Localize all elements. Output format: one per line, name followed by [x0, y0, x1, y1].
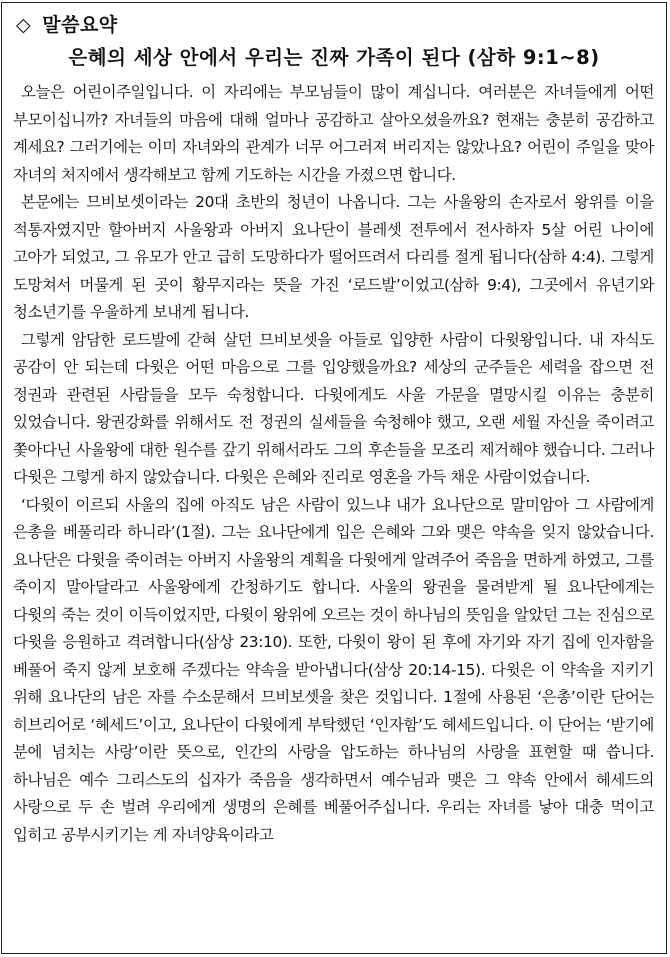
- sermon-summary-box: [1, 2, 667, 954]
- paragraph-4: ‘다윗이 이르되 사울의 집에 아직도 남은 사람이 있느냐 내가 요나단으로 말미암아 그 사람에게 은총을 베풀리라 하니라’(1절). 그는 요나단에게 입은 은혜와 그와 맺은 약속을 잊지 않았습니다. 요나단은 다윗을 죽이려는 아버지 사울왕의 계획을 다윗에게 알려주어 죽음을 면하게 하였고, 그를 죽이지 말아달라고 사울왕에게 간청하기도 합니다. 사울의 왕권을 물려받게 될 요나단에게는 다윗의 죽는 것이 이득이었지만, 다윗이 왕위에 오르는 것이 하나님의 뜻임을 알았던 그는 진심으로 다윗을 응원하고 격려합니다(삼상 23:10). 또한, 다윗이 왕이 된 후에 자기와 자기 집에 인자함을 베풀어 죽지 않게 보호해 주겠다는 약속을 받아냅니다(삼상 20:14-15). 다윗은 이 약속을 지키기 위해 요나단의 남은 자를 수소문해서 므비보셋을 찾은 것입니다. 1절에 사용된 ‘은총’이란 단어는 히브리어로 ‘헤세드’이고, 요나단이 다윗에게 부탁했던 ‘인자함’도 헤세드입니다. 이 단어는 ‘받기에 분에 넘치는 사랑’이란 뜻으로, 인간의 사랑을 압도하는 하나님의 사랑을 표현할 때 씁니다. 하나님은 예수 그리스도의 십자가 죽음을 생각하면서 예수님과 맺은 그 약속 안에서 헤세드의 사랑으로 두 손 벌려 우리에게 생명의 은혜를 베풀어주십니다. 우리는 자녀를 낳아 대충 먹이고 입히고 공부시키기는 게 자녀양육이라고: [13, 495, 654, 844]
- paragraph-1: 오늘은 어린이주일입니다. 이 자리에는 부모님들이 많이 계십니다. 여러분은 자녀들에게 어떤 부모이십니까? 자녀들의 마음에 대해 얼마나 공감하고 살아오셨을까요? 현재는 충분히 공감하고 계세요? 그러기에는 이미 자녀와의 관계가 너무 어그러져 버리지는 않았나요? 어린이 주일을 맞아 자녀의 처지에서 생각해보고 함께 기도하는 시간을 가졌으면 합니다.: [13, 83, 654, 184]
- sermon-body: [13, 79, 654, 849]
- diamond-icon: ◇: [16, 14, 32, 36]
- sermon-title: 은혜의 세상 안에서 우리는 진짜 가족이 된다 (삼하 9:1~8): [68, 46, 600, 69]
- paragraph-3: 그렇게 암담한 로드발에 갇혀 살던 므비보셋을 아들로 입양한 사람이 다윗왕입니다. 내 자식도 공감이 안 되는데 다윗은 어떤 마음으로 그를 입양했을까요? 세상의 군주들은 세력을 잡으면 전 정권과 관련된 사람들을 모두 숙청합니다. 다윗에게도 사울 가문을 멸망시킬 이유는 충분히 있었습니다. 왕권강화를 위해서도 전 정권의 실세들을 숙청해야 했고, 오랜 세월 자신을 죽이려고 쫓아다닌 사울왕에 대한 원수를 갚기 위해서라도 그의 후손들을 모조리 제거해야 했습니다. 그러나 다윗은 그렇게 하지 않았습니다. 다윗은 은혜와 진리로 영혼을 가득 채운 사람이었습니다.: [13, 330, 654, 486]
- paragraph-2: 본문에는 므비보셋이라는 20대 초반의 청년이 나옵니다. 그는 사울왕의 손자로서 왕위를 이을 적통자였지만 할아버지 사울왕과 아버지 요나단이 블레셋 전투에서 전사하자 5살 어린 나이에 고아가 되었고, 그 유모가 안고 급히 도망하다가 떨어뜨려서 다리를 절게 됩니다(삼하 4:4). 그렇게 도망쳐서 머물게 된 곳이 황무지라는 뜻을 가진 ‘로드발’이었고(삼하 9:4), 그곳에서 유년기와 청소년기를 우울하게 보내게 됩니다.: [13, 193, 654, 321]
- section-label: [16, 10, 118, 37]
- section-label-text: 말씀요약: [42, 14, 118, 36]
